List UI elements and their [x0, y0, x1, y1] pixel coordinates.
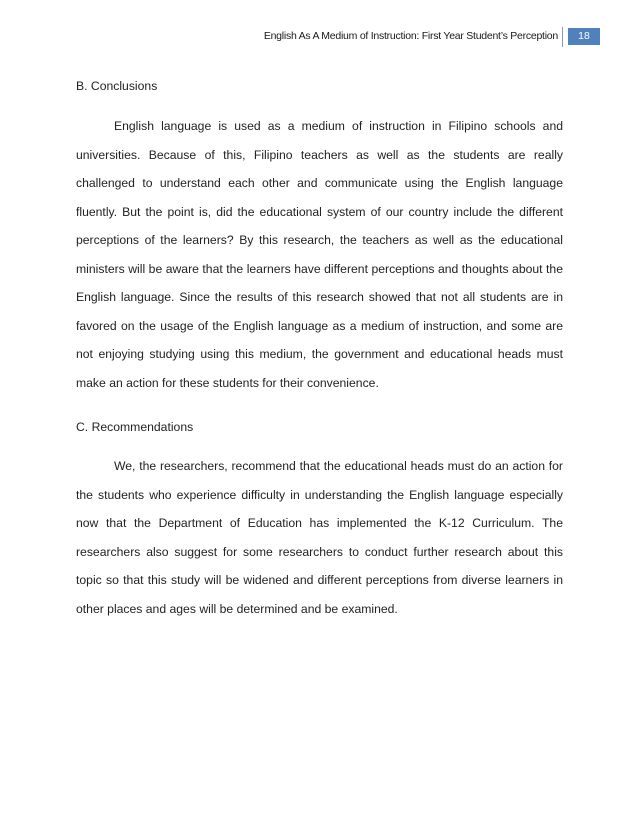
header-divider: [562, 27, 563, 47]
page-header: [0, 27, 638, 47]
recommendations-paragraph: We, the researchers, recommend that the educational heads must do an action for the students who experience difficulty in understanding the English language especially now that the Department of Education has implemented the K-12 Curriculum. The researchers also suggest for some researchers to conduct further research about this topic so that this study will be widened and different perceptions from diverse learners in other places and ages will be determined and be examined.: [76, 459, 563, 616]
conclusions-heading: B. Conclusions: [76, 79, 158, 93]
running-header-title: English As A Medium of Instruction: First Year Student’s Perception: [263, 30, 558, 42]
recommendations-heading: C. Recommendations: [76, 420, 194, 434]
page-number-badge: 18: [568, 28, 600, 45]
conclusions-paragraph: English language is used as a medium of instruction in Filipino schools and universities. Because of this, Filipino teachers as well as the students are really challenged to understand each other and communicate using the English language fluently. But the point is, did the educational system of our country include the different perceptions of the learners? By this research, the teachers as well as the educational ministers will be aware that the learners have different perceptions and thoughts about the English language. Since the results of this research showed that not all students are in favored on the usage of the English language as a medium of instruction, and some are not enjoying studying using this medium, the government and educational heads must make an action for these students for their convenience.: [76, 119, 563, 390]
document-content: [76, 77, 563, 623]
